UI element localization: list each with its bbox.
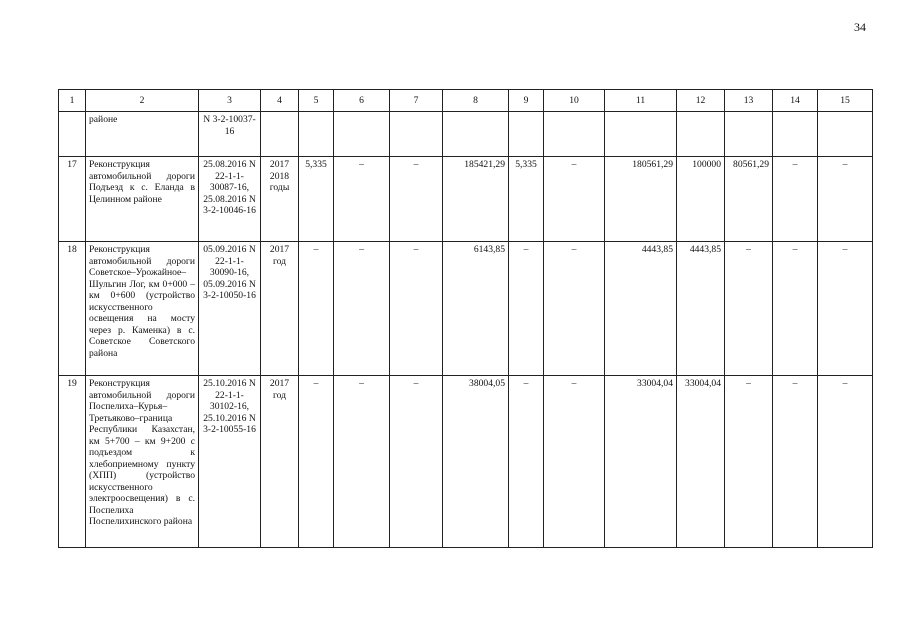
value-cell: 100000: [677, 157, 725, 242]
value-cell: –: [509, 242, 544, 376]
row-number: 19: [59, 376, 86, 548]
value-cell: –: [334, 242, 390, 376]
table-row: [59, 112, 873, 157]
table-row: [59, 376, 873, 548]
header-cell: 5: [299, 90, 334, 112]
value-cell: [773, 112, 818, 157]
value-cell: –: [509, 376, 544, 548]
value-cell: [443, 112, 509, 157]
value-cell: 4443,85: [605, 242, 677, 376]
value-cell: –: [299, 376, 334, 548]
header-cell: 10: [544, 90, 605, 112]
value-cell: –: [299, 242, 334, 376]
value-cell: [390, 112, 443, 157]
value-cell: –: [390, 157, 443, 242]
approval-doc: 05.09.2016 N 22-1-1-30090-16, 05.09.2016 N 3-2-10050-16: [199, 242, 261, 376]
row-number: [59, 112, 86, 157]
header-cell: 13: [725, 90, 773, 112]
value-cell: 6143,85: [443, 242, 509, 376]
object-name: Реконструкция автомобильной дороги Советское–Урожайное–Шульгин Лог, км 0+000 – км 0+600 (устройство искусственного освещения на мосту через р. Каменка) в с. Советское Советского района: [86, 242, 199, 376]
value-cell: 38004,05: [443, 376, 509, 548]
header-cell: 14: [773, 90, 818, 112]
header-cell: 6: [334, 90, 390, 112]
header-cell: 3: [199, 90, 261, 112]
value-cell: [544, 112, 605, 157]
page-number: 34: [854, 20, 866, 34]
header-cell: 1: [59, 90, 86, 112]
value-cell: –: [773, 157, 818, 242]
header-cell: 9: [509, 90, 544, 112]
approval-doc: N 3-2-10037-16: [199, 112, 261, 157]
value-cell: 4443,85: [677, 242, 725, 376]
value-cell: 185421,29: [443, 157, 509, 242]
approval-doc: 25.10.2016 N 22-1-1-30102-16, 25.10.2016 N 3-2-10055-16: [199, 376, 261, 548]
data-table: [58, 89, 873, 548]
table-header-row: [59, 90, 873, 112]
value-cell: –: [544, 376, 605, 548]
value-cell: 180561,29: [605, 157, 677, 242]
header-cell: 7: [390, 90, 443, 112]
row-number: 17: [59, 157, 86, 242]
value-cell: [605, 112, 677, 157]
row-number: 18: [59, 242, 86, 376]
value-cell: –: [390, 376, 443, 548]
value-cell: –: [818, 157, 873, 242]
period: 2017 год: [261, 242, 299, 376]
value-cell: –: [725, 242, 773, 376]
value-cell: –: [818, 376, 873, 548]
period: [261, 112, 299, 157]
approval-doc: 25.08.2016 N 22-1-1-30087-16, 25.08.2016 N 3-2-10046-16: [199, 157, 261, 242]
header-cell: 15: [818, 90, 873, 112]
value-cell: [509, 112, 544, 157]
object-name: Реконструкция автомобильной дороги Подъезд к с. Еланда в Целинном районе: [86, 157, 199, 242]
header-cell: 4: [261, 90, 299, 112]
value-cell: –: [334, 376, 390, 548]
object-name: Реконструкция автомобильной дороги Поспелиха–Курья–Третьяково–граница Республики Казахстан, км 5+700 – км 9+200 с подъездом к хлебоприемному пункту (ХПП) (устройство искусственного электроосвещения) в с. Поспелиха Поспелихинского района: [86, 376, 199, 548]
value-cell: –: [334, 157, 390, 242]
value-cell: 5,335: [299, 157, 334, 242]
value-cell: –: [773, 242, 818, 376]
period: 2017 год: [261, 376, 299, 548]
value-cell: [725, 112, 773, 157]
header-cell: 12: [677, 90, 725, 112]
value-cell: –: [725, 376, 773, 548]
value-cell: 33004,04: [677, 376, 725, 548]
value-cell: [299, 112, 334, 157]
value-cell: –: [818, 242, 873, 376]
value-cell: –: [544, 242, 605, 376]
value-cell: 80561,29: [725, 157, 773, 242]
header-cell: 2: [86, 90, 199, 112]
value-cell: –: [390, 242, 443, 376]
value-cell: [334, 112, 390, 157]
header-cell: 11: [605, 90, 677, 112]
object-name: районе: [86, 112, 199, 157]
value-cell: –: [544, 157, 605, 242]
header-cell: 8: [443, 90, 509, 112]
period: 2017 2018 годы: [261, 157, 299, 242]
value-cell: [818, 112, 873, 157]
value-cell: [677, 112, 725, 157]
table-row: [59, 157, 873, 242]
value-cell: 33004,04: [605, 376, 677, 548]
table-row: [59, 242, 873, 376]
value-cell: –: [773, 376, 818, 548]
value-cell: 5,335: [509, 157, 544, 242]
